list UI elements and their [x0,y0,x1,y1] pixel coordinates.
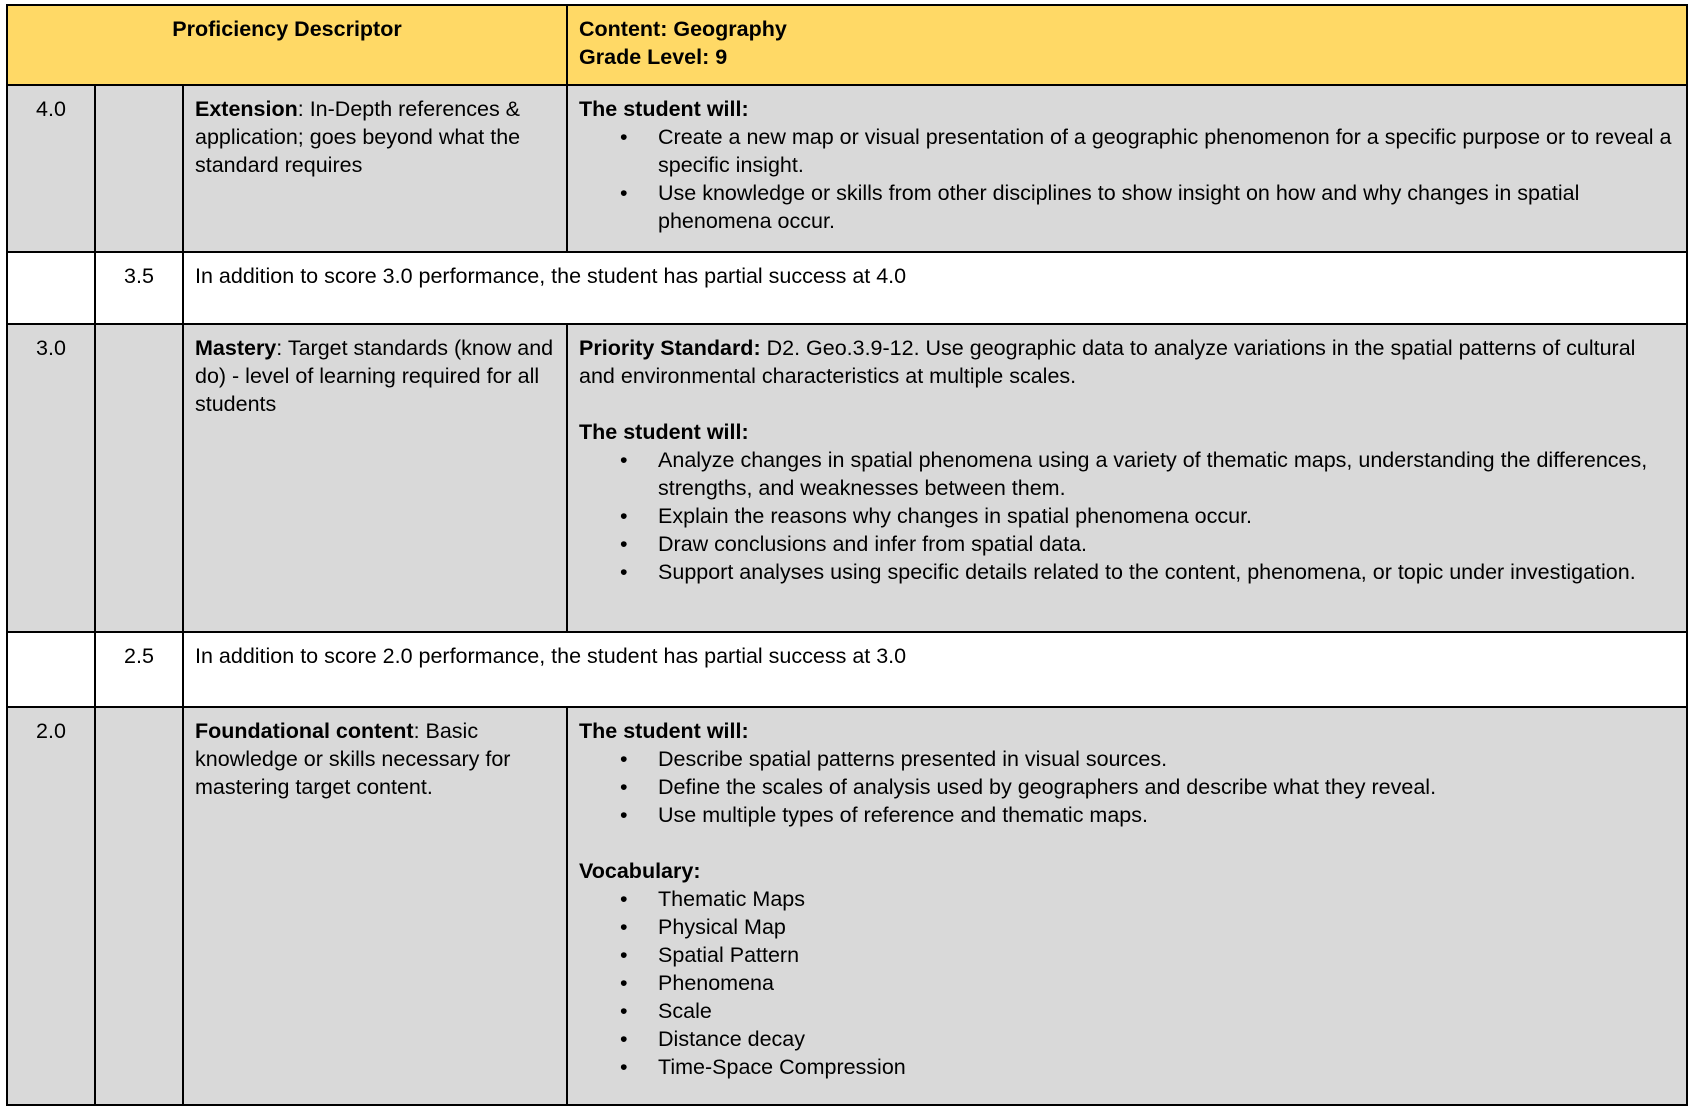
content [567,707,1687,1105]
content [567,324,1687,632]
score-empty [7,632,95,707]
descriptor-title: Foundational content [195,719,414,743]
bullet-list [579,745,1675,829]
half-score-empty [95,85,183,252]
priority-standard [579,334,1675,390]
list-item: • Define the scales of analysis used by geographers and describe what they reveal. [579,773,1675,801]
descriptor [183,324,567,632]
descriptor-title: Extension [195,97,298,121]
bullet-list [579,123,1675,235]
list-item: • Use multiple types of reference and thematic maps. [579,801,1675,829]
vocab-item: • Distance decay [579,1025,1675,1053]
score: 2.0 [7,707,95,1105]
half-score: 3.5 [95,252,183,324]
partial-text: In addition to score 2.0 performance, the student has partial success at 3.0 [183,632,1687,707]
content [567,85,1687,252]
lead: The student will: [579,97,749,121]
descriptor-text: : Target standards (know and do) - level of learning required for all students [195,336,554,416]
priority-text: D2. Geo.3.9-12. Use geographic data to analyze variations in the spatial patterns of cultural and environmental characteristics at multiple scales. [579,336,1636,388]
vocab-item: • Time-Space Compression [579,1053,1675,1081]
list-item: • Use knowledge or skills from other disciplines to show insight on how and why changes in spatial phenomena occur. [579,179,1675,235]
vocab-item: • Physical Map [579,913,1675,941]
header-row [7,5,1687,85]
descriptor-text: : Basic knowledge or skills necessary for mastering target content. [195,719,511,799]
descriptor [183,85,567,252]
list-item: • Explain the reasons why changes in spatial phenomena occur. [579,502,1675,530]
list-item: • Describe spatial patterns presented in visual sources. [579,745,1675,773]
list-item: • Create a new map or visual presentation of a geographic phenomenon for a specific purpose or to reveal a specific insight. [579,123,1675,179]
priority-label: Priority Standard: [579,336,761,360]
half-score-empty [95,707,183,1105]
row-2-0 [7,707,1687,1105]
content-label: Content: Geography [579,17,787,41]
score: 3.0 [7,324,95,632]
vocab-item: • Thematic Maps [579,885,1675,913]
vocab-item: • Phenomena [579,969,1675,997]
header-content [567,5,1687,85]
vocab-item: • Spatial Pattern [579,941,1675,969]
descriptor-title: Mastery [195,336,277,360]
lead: The student will: [579,420,749,444]
half-score-empty [95,324,183,632]
descriptor [183,707,567,1105]
list-item: • Support analyses using specific details related to the content, phenomena, or topic under investigation. [579,558,1675,586]
list-item: • Analyze changes in spatial phenomena using a variety of thematic maps, understanding the differences, strengths, and weaknesses between them. [579,446,1675,502]
descriptor-text: : In-Depth references & application; goes beyond what the standard requires [195,97,521,177]
vocab-item: • Scale [579,997,1675,1025]
score: 4.0 [7,85,95,252]
vocabulary-label: Vocabulary: [579,859,701,883]
half-score: 2.5 [95,632,183,707]
lead: The student will: [579,719,749,743]
list-item: • Draw conclusions and infer from spatial data. [579,530,1675,558]
row-2-5 [7,632,1687,707]
header-proficiency: Proficiency Descriptor [7,5,567,85]
grade-label: Grade Level: 9 [579,45,728,69]
partial-text: In addition to score 3.0 performance, the student has partial success at 4.0 [183,252,1687,324]
vocabulary-list [579,885,1675,1081]
proficiency-scale-table [6,4,1688,1106]
bullet-list [579,446,1675,586]
score-empty [7,252,95,324]
row-4-0 [7,85,1687,252]
row-3-5 [7,252,1687,324]
row-3-0 [7,324,1687,632]
